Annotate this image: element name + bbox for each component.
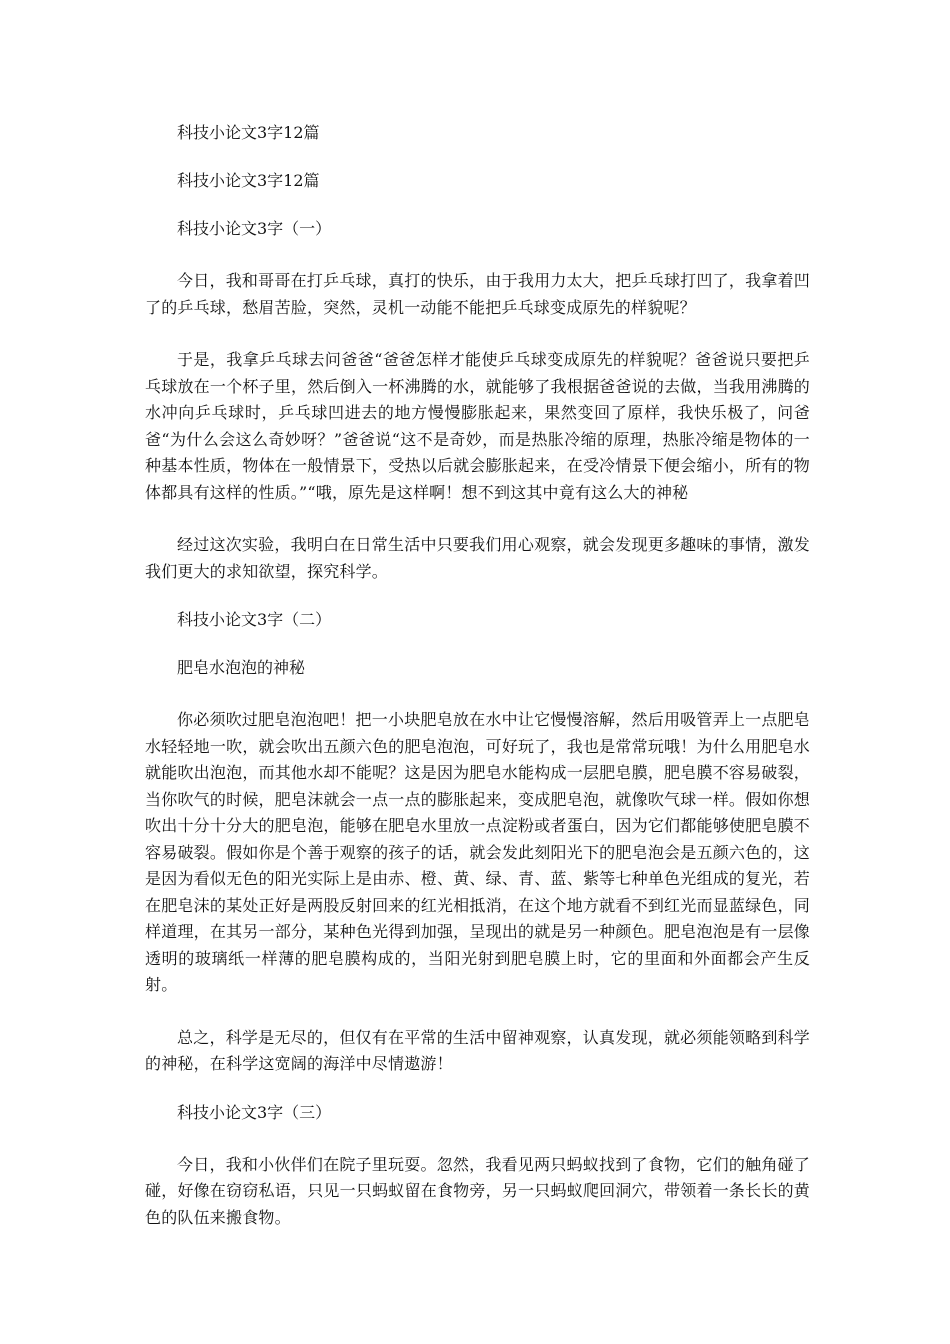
section-1-paragraph-1: 今日，我和哥哥在打乒乓球，真打的快乐，由于我用力太大，把乒乓球打凹了，我拿着凹了的乒乓球，愁眉苦脸，突然，灵机一动能不能把乒乓球变成原先的样貌呢？ (145, 271, 810, 317)
section-2-paragraph-1: 你必须吹过肥皂泡泡吧！把一小块肥皂放在水中让它慢慢溶解，然后用吸管弄上一点肥皂水轻轻地一吹，就会吹出五颜六色的肥皂泡泡，可好玩了，我也是常常玩哦！为什么用肥皂水就能吹出泡泡，而其他水却不能呢？这是因为肥皂水能构成一层肥皂膜，肥皂膜不容易破裂，当你吹气的时候，肥皂沫就会一点一点的膨胀起来，变成肥皂泡，就像吹气球一样。假如你想吹出十分十分大的肥皂泡，能够在肥皂水里放一点淀粉或者蛋白，因为它们都能够使肥皂膜不容易破裂。假如你是个善于观察的孩子的话，就会发此刻阳光下的肥皂泡会是五颜六色的，这是因为看似无色的阳光实际上是由赤、橙、黄、绿、青、蓝、紫等七种单色光组成的复光，若在肥皂沫的某处正好是两股反射回来的红光相抵消，在这个地方就看不到红光而显蓝绿色，同样道理，在其另一部分，某种色光得到加强，呈现出的就是另一种颜色。肥皂泡泡是有一层像透明的玻璃纸一样薄的肥皂膜构成的，当阳光射到肥皂膜上时，它的里面和外面都会产生反射。 (145, 710, 810, 994)
document-page (145, 120, 810, 1231)
section-3-paragraph-1: 今日，我和小伙伴们在院子里玩耍。忽然，我看见两只蚂蚁找到了食物，它们的触角碰了碰，好像在窃窃私语，只见一只蚂蚁留在食物旁，另一只蚂蚁爬回洞穴，带领着一条长长的黄色的队伍来搬食物。 (145, 1154, 810, 1227)
section-1-heading: 科技小论文3字（一） (177, 219, 332, 238)
section-1-paragraph-2: 于是，我拿乒乓球去问爸爸“爸爸怎样才能使乒乓球变成原先的样貌呢？爸爸说只要把乒乓球放在一个杯子里，然后倒入一杯沸腾的水，就能够了我根据爸爸说的去做，当我用沸腾的水冲向乒乓球时，乒乓球凹进去的地方慢慢膨胀起来，果然变回了原样，我快乐极了，问爸爸“为什么会这么奇妙呀？”爸爸说“这不是奇妙，而是热胀冷缩的原理，热胀冷缩是物体的一种基本性质，物体在一般情景下，受热以后就会膨胀起来，在受冷情景下便会缩小，所有的物体都具有这样的性质。”“哦，原先是这样啊！想不到这其中竟有这么大的神秘 (145, 350, 810, 502)
section-1-paragraph-3: 经过这次实验，我明白在日常生活中只要我们用心观察，就会发现更多趣味的事情，激发我们更大的求知欲望，探究科学。 (145, 535, 810, 581)
document-title: 科技小论文3字12篇 (177, 123, 320, 142)
section-2-subheading: 肥皂水泡泡的神秘 (177, 658, 306, 677)
document-subtitle: 科技小论文3字12篇 (177, 171, 320, 190)
section-2-heading: 科技小论文3字（二） (177, 610, 332, 629)
section-3-heading: 科技小论文3字（三） (177, 1102, 332, 1122)
section-2-paragraph-2: 总之，科学是无尽的，但仅有在平常的生活中留神观察，认真发现，就必须能领略到科学的神秘，在科学这宽阔的海洋中尽情遨游！ (145, 1027, 810, 1073)
